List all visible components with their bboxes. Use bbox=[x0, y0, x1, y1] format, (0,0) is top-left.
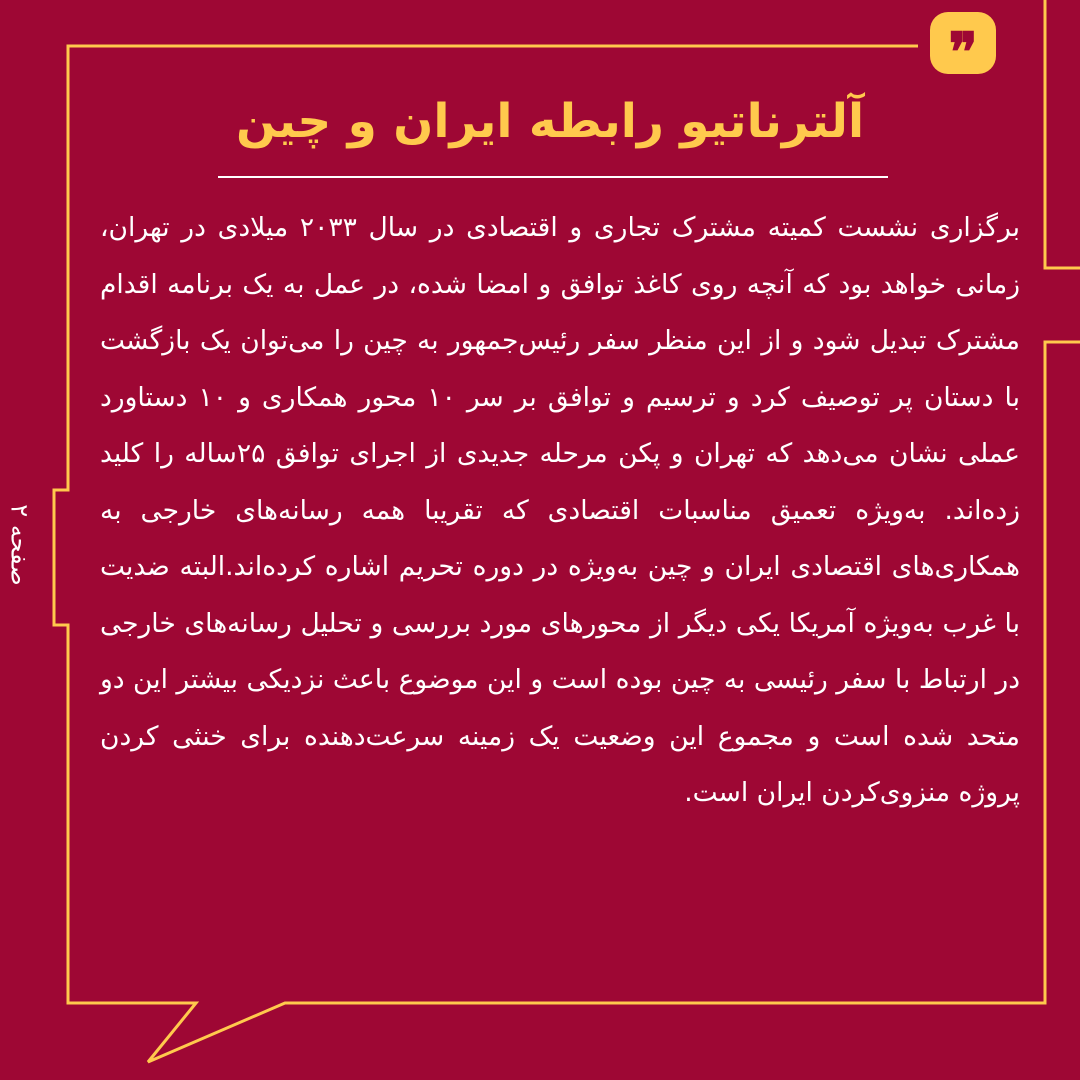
page-title: آلترناتیو رابطه ایران و چین bbox=[235, 94, 865, 149]
page-number-text: صفحه ۲ bbox=[6, 504, 34, 586]
quote-icon: ❞ bbox=[930, 12, 996, 74]
frame-outline-top-right bbox=[1045, 0, 1080, 268]
title-divider bbox=[218, 176, 888, 178]
page-number-label bbox=[0, 470, 40, 620]
article-body: برگزاری نشست کمیته مشترک تجاری و اقتصادی در سال ۲۰۳۳ میلادی در تهران، زمانی خواهد بود که آنچه روی کاغذ توافق و امضا شده، در عمل به یک برنامه اقدام مشترک تبدیل شود و از این منظر سفر رئیس‌جمهور به چین را می‌توان یک بازگشت با دستان پر توصیف کرد و ترسیم و توافق بر سر ۱۰ محور همکاری و ۱۰ دستاورد عملی نشان می‌دهد که تهران و پکن مرحله جدیدی از اجرای توافق ۲۵ساله را کلید زده‌اند. به‌ویژه تعمیق مناسبات اقتصادی که تقریبا همه رسانه‌های خارجی به همکاری‌های اقتصادی ایران و چین به‌ویژه در دوره تحریم اشاره کرده‌اند.البته ضدیت با غرب به‌ویژه آمریکا یکی دیگر از محورهای مورد بررسی و تحلیل رسانه‌های خارجی در ارتباط با سفر رئیسی به چین بوده است و این موضوع باعث نزدیکی بیشتر این دو متحد شده است و مجموع این وضعیت یک زمینه سرعت‌دهنده برای خنثی کردن پروژه منزوی‌کردن ایران است. bbox=[100, 212, 1020, 808]
